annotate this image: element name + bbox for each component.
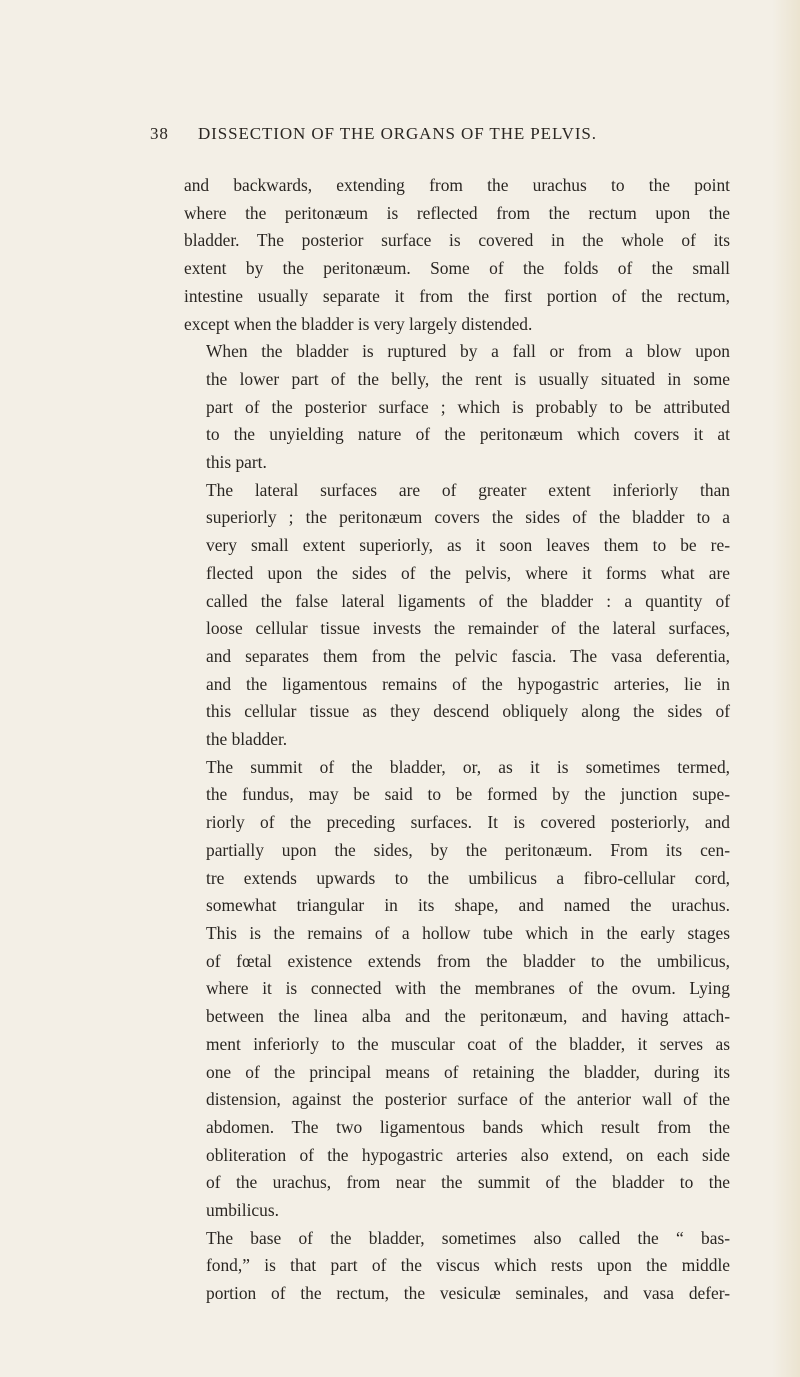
text-line: partially upon the sides, by the peritonæum. From its cen- [206, 839, 730, 860]
text-line: intestine usually separate it from the first portion of the rectum, [184, 285, 730, 306]
text-line: The base of the bladder, sometimes also called the “ bas- [206, 1227, 730, 1248]
text-line: The summit of the bladder, or, as it is sometimes termed, [206, 756, 730, 777]
text-line: distension, against the posterior surface of the anterior wall of the [206, 1089, 730, 1110]
text-line: one of the principal means of retaining the bladder, during its [206, 1061, 730, 1082]
text-line: this part. [206, 452, 267, 473]
text-line: where it is connected with the membranes of the ovum. Lying [206, 978, 730, 999]
text-line: between the linea alba and the peritonæum, and having attach- [206, 1006, 730, 1027]
text-line: and the ligamentous remains of the hypogastric arteries, lie in [206, 673, 730, 694]
text-line: and separates them from the pelvic fascia. The vasa deferentia, [206, 645, 730, 666]
text-line: extent by the peritonæum. Some of the folds of the small [184, 258, 730, 279]
text-line: except when the bladder is very largely distended. [184, 313, 533, 334]
text-line: the fundus, may be said to be formed by the junction supe- [206, 784, 730, 805]
text-line: This is the remains of a hollow tube which in the early stages [206, 922, 730, 943]
text-line: fond,” is that part of the viscus which rests upon the middle [206, 1255, 730, 1276]
text-line: loose cellular tissue invests the remainder of the lateral surfaces, [206, 618, 730, 639]
text-line: of the urachus, from near the summit of the bladder to the [206, 1172, 730, 1193]
running-header [150, 124, 740, 144]
running-title: DISSECTION OF THE ORGANS OF THE PELVIS. [198, 124, 597, 143]
text-line: riorly of the preceding surfaces. It is covered posteriorly, and [206, 812, 730, 833]
text-line: the bladder. [206, 729, 288, 750]
text-line: and backwards, extending from the urachus to the point [184, 175, 730, 195]
paragraph [184, 754, 730, 1225]
text-line: The lateral surfaces are of greater extent inferiorly than [206, 479, 730, 500]
page-number: 38 [150, 124, 169, 143]
paragraph [184, 172, 730, 338]
text-line: abdomen. The two ligamentous bands which result from the [206, 1116, 730, 1137]
text-line: where the peritonæum is reflected from the rectum upon the [184, 202, 730, 223]
text-line: superiorly ; the peritonæum covers the sides of the bladder to a [206, 507, 730, 528]
text-line: this cellular tissue as they descend obliquely along the sides of [206, 701, 730, 722]
text-line: ment inferiorly to the muscular coat of the bladder, it serves as [206, 1033, 730, 1054]
text-line: When the bladder is ruptured by a fall or from a blow upon [206, 341, 730, 362]
text-line: umbilicus. [206, 1200, 279, 1221]
text-line: of fœtal existence extends from the bladder to the umbilicus, [206, 950, 730, 971]
text-line: part of the posterior surface ; which is probably to be attributed [206, 396, 730, 417]
page-edge-shading [772, 0, 800, 1377]
text-line: obliteration of the hypogastric arteries also extend, on each side [206, 1144, 730, 1165]
text-line: to the unyielding nature of the peritonæum which covers it at [206, 424, 730, 445]
text-line: portion of the rectum, the vesiculæ seminales, and vasa defer- [206, 1283, 730, 1304]
body-text [184, 172, 730, 1308]
paragraph [184, 338, 730, 477]
text-line: tre extends upwards to the umbilicus a fibro-cellular cord, [206, 867, 730, 888]
text-line: bladder. The posterior surface is covered in the whole of its [184, 230, 730, 251]
text-line: flected upon the sides of the pelvis, where it forms what are [206, 562, 730, 583]
text-line: somewhat triangular in its shape, and named the urachus. [206, 895, 730, 916]
text-line: called the false lateral ligaments of the bladder : a quantity of [206, 590, 730, 611]
paragraph [184, 1225, 730, 1308]
paragraph [184, 477, 730, 754]
text-line: very small extent superiorly, as it soon leaves them to be re- [206, 535, 730, 556]
text-line: the lower part of the belly, the rent is usually situated in some [206, 368, 730, 389]
